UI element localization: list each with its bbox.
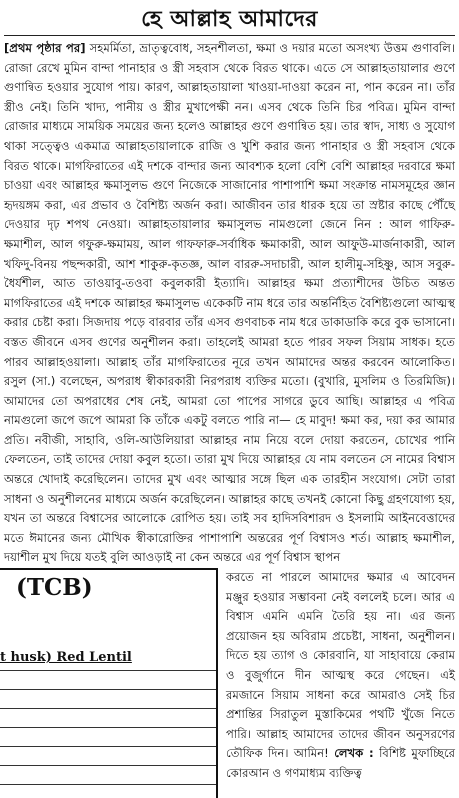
headline-divider (4, 35, 455, 36)
body-text-part2: করতে না পারলে আমাদের ক্ষমার এ আবেদন মঞ্জুর হওয়ার সম্ভাবনা নেই বললেই চলে। আর এ বিশ্বাস এমনি এমনি তৈরি হয় না। এর জন্য প্রয়োজন হয় অবিরাম প্রচেষ্টা, সাধনা, অনুশীলন। দিতে হয় ত্যাগ ও কোরবানি, যা সাহাবায়ে কেরাম ও বুজুর্গানে দীন আত্মস্থ করে গেছেন। এই রমজানে সিয়াম সাধনা করে আমরাও সেই চির প্রশান্তির সিরাতুল মুস্তাকিমের পথটি খুঁজে নিতে পারি। আল্লাহ আমাদের তাদের জীবন অনুসরণের তৌফিক দিন। আমিন! (226, 570, 455, 761)
author-description: বিশিষ্ট মুফাচ্ছিরে কোরআন ও গণমাধ্যম ব্যক্তিত্ব (226, 746, 456, 780)
advert-table-rule (0, 708, 216, 709)
article-body (0, 39, 456, 798)
advert-table-rule (0, 784, 216, 785)
article-headline: হে আল্লাহ আমাদের (141, 6, 318, 32)
advert-table-rule (0, 727, 216, 728)
advert-table-rule (0, 765, 216, 766)
continuation-lead: [প্রথম পৃষ্ঠার পর] (4, 41, 86, 55)
advert-table-rule (0, 746, 216, 747)
article-paragraph-wrapped (0, 568, 456, 784)
author-label: লেখক : (334, 746, 374, 761)
tcb-advert-box (0, 568, 218, 798)
body-text-part1: সহমর্মিতা, ভ্রাতৃত্ববোধ, সহনশীলতা, ক্ষমা ও দয়ার মতো অসংখ্য উত্তম গুণাবলি। রোজা রেখে মুমিন বান্দা পানাহার ও স্ত্রী সহবাস থেকে বিরত থাকে। এতে সে আল্লাহতায়ালার গুণে গুণান্বিত হওয়ার সুযোগ পায়। কারণ, আল্লাহতায়ালা খাওয়া-দাওয়া করেন না, পান করেন না। তাঁর স্ত্রীও নেই। তিনি খাদ্য, পানীয় ও স্ত্রীর মুখাপেক্ষী নন। এসব থেকে তিনি চির পবিত্র। মুমিন বান্দা রোজার মাধ্যমে সাময়িক সময়ের জন্য হলেও আল্লাহর গুণে গুণান্বিত হয়। তার স্বাদ, সাধ্য ও সুযোগ থাকা সত্ত্বেও একমাত্র আল্লাহতায়ালাকে রাজি ও খুশি করার জন্য পানাহার ও স্ত্রী সহবাস থেকে বিরত থাকে। মাগফিরাতের এই দশকে বান্দার জন্য আবশ্যক হলো বেশি বেশি আল্লাহর দরবারে ক্ষমা চাওয়া এবং আল্লাহর ক্ষমাসুলভ গুণে নিজেকে সাজানোর পাশাপাশি ক্ষমা সংক্রান্ত নামসমূহের জ্ঞান হৃদয়ঙ্গম করা, এর প্রভাব ও বৈশিষ্ট্য অর্জন করা। আজীবন তার ধারক হয়ে তা স্রষ্টার কাছে পৌঁছে দেওয়ার দৃঢ় শপথ নেওয়া। আল্লাহতায়ালার ক্ষমাসুলভ নামগুলো জেনে নিন : আল গাফিরু-ক্ষমাশীল, আল গফুরু-ক্ষমাময়, আল গাফফারু-সর্বাধিক ক্ষমাকারী, আল আফুউ-মার্জনাকারী, আল খফিদু-বিনয় পছন্দকারী, আশ শাকুরু-কৃতজ্ঞ, আল বাররু-সদাচারী, আল হালীমু-সহিষ্ণু, আস সবুরু-ধৈর্যশীল, আত তাওয়াবু-তওবা কবুলকারী ইত্যাদি। আল্লাহর ক্ষমা প্রত্যাশীদের উচিত অন্তত মাগফিরাতের এই দশকে আল্লাহর ক্ষমাসুলভ একেকটি নাম ধরে তার অন্তর্নিহিত বৈশিষ্ট্যগুলো আত্মস্থ করার চেষ্টা করা। সিজদায় পড়ে বারবার তাঁর এসব গুণবাচক নাম ধরে ডাকাডাকি করে বুক ভাসানো। বস্তত জীবনে এসব গুণের অনুশীলন করা। তাহলেই আমরা হতে পারব সফল সিয়াম সাধক। হতে পারব আল্লাহওয়ালা। আল্লাহ তাঁর মাগফিরাতের নূরে তখন আমাদের অন্তর করবেন আলোকিত। রসুল (সা.) বলেছেন, অপরাধ স্বীকারকারী নিরপরাধ ব্যক্তির মতো। (বুখারি, মুসলিম ও তিরমিজি)। আমাদের তো অপরাধের শেষ নেই, আমরা তো পাপের সাগরে ডুবে আছি। আল্লাহর এ পবিত্র নামগুলো জপে জপে আমরা কি তাঁকে একটু বলতে পারি না— হে মাবুদ! ক্ষমা কর, দয়া কর আমার প্রতি। নবীজী, সাহাবি, ওলি-আউলিয়ারা আল্লাহর নাম নিয়ে বলে দোয়া করতেন, চোখের পানি ফেলতেন, তাই তাদের দোয়া কবুল হতো। তারা মুখ দিয়ে আল্লাহর যে নাম বলতেন সে নামের বিশ্বাস অন্তরে খোদাই করেছিলেন। তাদের মুখ এবং আত্মার সঙ্গে ছিল এক তারহীন সংযোগ। সেটা তারা সাধনা ও অনুশীলনের মাধ্যমে অর্জন করেছিলেন। আল্লাহর কাছে তখনই কোনো কিছু গ্রহণযোগ্য হয়, যখন তা অন্তরে বিশ্বাসের আলোকে রোপিত হয়। তাই সব হাদিসবিশারদ ও ইসলামি আইনবেত্তাদের মতে ঈমানের জন্য মৌখিক স্বীকারোক্তির পাশাপাশি অন্তরের পূর্ণ বিশ্বাসও শর্ত। আল্লাহ ক্ষমাশীল, দয়াশীল মুখ দিয়ে যতই বুলি আওড়াই না কেন অন্তরে এর পূর্ণ বিশ্বাস স্থাপন (4, 41, 455, 565)
advert-title: (TCB) (16, 574, 93, 602)
advert-table-rule (0, 689, 216, 690)
advert-subtitle: t husk) Red Lentil (0, 650, 132, 666)
advert-table-rule (0, 670, 216, 671)
article-paragraph (4, 39, 455, 568)
